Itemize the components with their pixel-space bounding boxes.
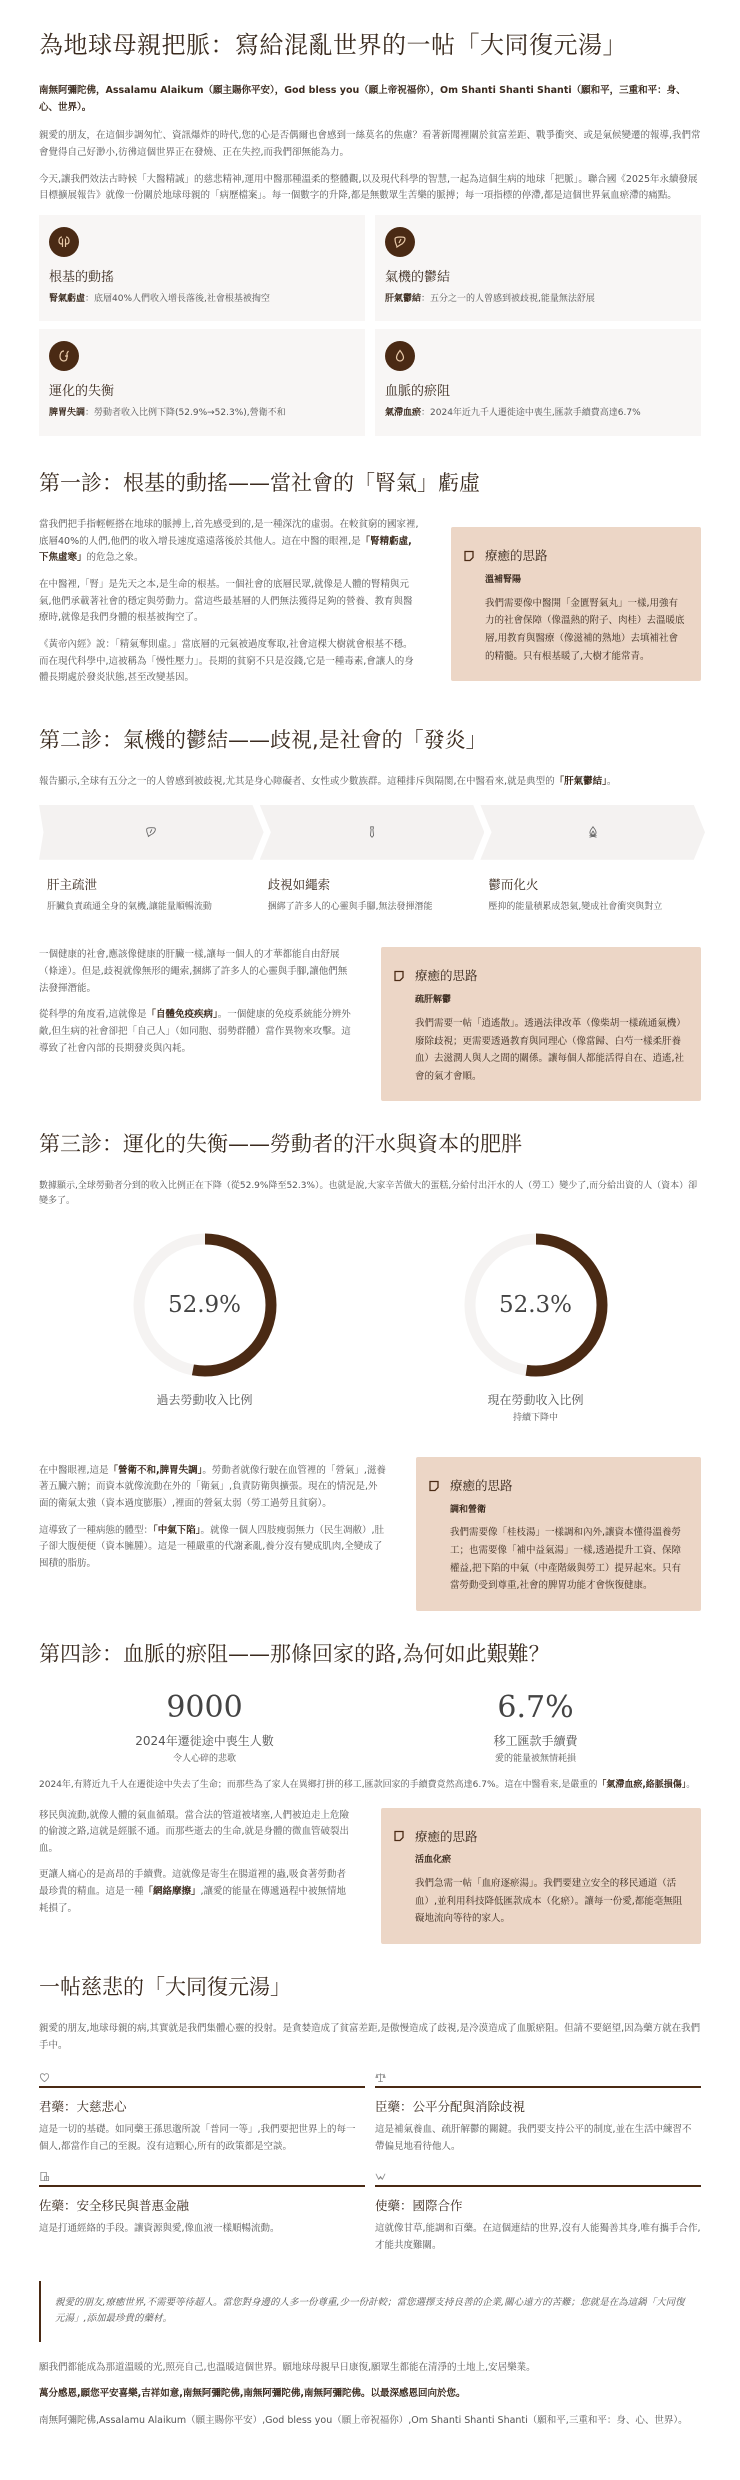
flow-step-3 <box>480 805 701 916</box>
donut-chart-past <box>85 1230 325 1427</box>
discrimination-flow <box>39 805 701 916</box>
stat-note: 令人心碎的悲歌 <box>172 1754 236 1764</box>
summary-card-blood <box>375 329 701 436</box>
page-title: 為地球母親把脈：寫給混亂世界的一帖「大同復元湯」 <box>39 31 627 59</box>
section-3-heading: 第三診：運化的失衡——勞動者的汗水與資本的肥胖 <box>39 1132 522 1157</box>
card-title: 根基的動搖 <box>49 269 115 285</box>
flow-step-desc: 肝臟負責疏通全身的氣機,讓能量順暢流動 <box>47 901 212 912</box>
card-description <box>385 406 691 422</box>
card-term: 肝氣鬱結 <box>385 293 422 304</box>
herb-envoy <box>375 2169 701 2254</box>
remedy-title: 療癒的思路 <box>450 1477 513 1493</box>
section-3-paragraph-2: 這導致了一種病態的體型：「中氣下陷」。就像一個人四肢瘦弱無力（民生凋敝）,肚子卻大腹便便（資本臃腫）。這是一種嚴重的代謝紊亂,養分沒有變成肌肉,全變成了囤積的脂肪。 <box>39 1524 385 1569</box>
card-description <box>49 292 355 308</box>
section-1-paragraph-1: 當我們把手指輕輕搭在地球的脈搏上,首先感受到的,是一種深沈的虛弱。在較貧窮的國家裡,底層40%的人們,他們的收入增長速度遠遠落後於其他人。這在中醫的眼裡,是「腎精虧虛,下焦虛寒」的危急之象。 <box>39 519 419 564</box>
donut-chart-current <box>416 1230 656 1427</box>
labor-share-charts <box>39 1230 701 1427</box>
note-icon <box>393 970 405 982</box>
note-icon <box>393 1830 405 1842</box>
herb-minister <box>375 2070 701 2155</box>
handshake-icon <box>375 2171 386 2182</box>
herbal-formula-grid <box>39 2070 701 2254</box>
card-title: 運化的失衡 <box>49 384 115 400</box>
stat-note: 愛的能量被無情耗損 <box>494 1754 576 1764</box>
card-description <box>49 406 355 422</box>
herb-sovereign <box>39 2070 365 2155</box>
finance-icon <box>39 2171 50 2182</box>
herb-title: 佐藥：安全移民與普惠金融 <box>39 2198 190 2214</box>
donut-value: 52.3% <box>498 1291 573 1318</box>
donut-label: 現在勞動收入比例 <box>487 1393 584 1408</box>
stat-value: 6.7% <box>497 1690 574 1725</box>
remedy-box-1 <box>451 527 701 681</box>
closing-quote: 親愛的朋友,療癒世界,不需要等待超人。當您對身邊的人多一份尊重,少一份計較；當您選擇支持良善的企業,關心遠方的苦難；您就是在為這鍋「大同復元湯」,添加最珍貴的藥材。 <box>39 2281 701 2342</box>
herb-assistant <box>39 2169 365 2254</box>
herb-title: 君藥：大慈悲心 <box>39 2099 127 2115</box>
remedy-subtitle: 調和營衛 <box>450 1504 487 1515</box>
intro-paragraph-1: 親愛的朋友，在這個步調匆忙、資訊爆炸的時代,您的心是否偶爾也會感到一絲莫名的焦慮？看著新聞裡關於貧富差距、戰爭衝突、或是氣候變遷的報導,我們常會覺得自己好渺小,彷彿這個世界正在發燒、正在失控,而我們卻無能為力。 <box>39 130 701 159</box>
summary-card-stomach <box>39 329 365 436</box>
note-icon <box>428 1480 440 1492</box>
card-title: 血脈的瘀阻 <box>385 384 451 400</box>
section-1-heading: 第一診：根基的動搖——當社會的「腎氣」虧虛 <box>39 470 480 495</box>
stat-remittance-fee <box>406 1688 666 1768</box>
flow-step-title: 歧視如繩索 <box>267 876 331 892</box>
card-text: ：底層40%人們收入增長落後,社會根基被掏空 <box>85 293 270 304</box>
herb-desc: 這是一切的基礎。如同藥王孫思邈所說「普同一等」,我們要把世界上的每一個人,都當作自己的至親。沒有這顆心,所有的政策都是空談。 <box>39 2124 356 2152</box>
section-3-body <box>39 1453 701 1611</box>
herb-title: 臣藥：公平分配與消除歧視 <box>375 2099 526 2115</box>
section-1-body <box>39 517 701 697</box>
card-description <box>385 292 691 308</box>
tie-rope-icon <box>365 825 379 839</box>
remedy-box-4 <box>381 1808 701 1944</box>
section-5-heading: 一帖慈悲的「大同復元湯」 <box>39 1974 291 1999</box>
liver-icon <box>144 825 158 839</box>
stomach-icon <box>49 341 79 371</box>
section-5-lead: 親愛的朋友,地球母親的病,其實就是我們集體心靈的投射。是貪婪造成了貧富差距,是傲慢造成了歧視,是冷漠造成了血脈瘀阻。但請不要絕望,因為藥方就在我們手中。 <box>39 2023 701 2051</box>
remedy-title: 療癒的思路 <box>415 968 478 984</box>
remedy-subtitle: 活血化瘀 <box>415 1855 452 1866</box>
herb-desc: 這就像甘草,能調和百藥。在這個連結的世界,沒有人能獨善其身,唯有攜手合作,才能共度難關。 <box>375 2223 701 2251</box>
remedy-title: 療癒的思路 <box>415 1828 478 1844</box>
section-1-paragraph-2: 在中醫裡,「腎」是先天之本,是生命的根基。一個社會的底層民眾,就像是人體的腎精與元氣,他們承載著社會的穩定與勞動力。當這些最基層的人們無法獲得足夠的營養、教育與醫療時,就像是我們身體的根基被掏空了。 <box>39 579 413 624</box>
migration-stats <box>39 1688 701 1768</box>
section-3-lead: 數據顯示,全球勞動者分到的收入比例正在下降（從52.9%降至52.3%）。也就是說,大家辛苦做大的蛋糕,分給付出汗水的人（勞工）變少了,而分給出資的人（資本）卻變多了。 <box>39 1180 698 1207</box>
remedy-subtitle: 疏肝解鬱 <box>415 995 452 1006</box>
stat-label: 移工匯款手續費 <box>493 1734 578 1748</box>
intro-paragraph-2: 今天,讓我們效法古時候「大醫精誠」的慈悲精神,運用中醫那種溫柔的整體觀,以及現代科學的智慧,一起為這個生病的地球「把脈」。聯合國《2025年永續發展目標擴展報告》就像一份關於地球母親的「病歷檔案」。每一個數字的升降,都是無數眾生苦樂的脈搏；每一項指標的停滯,都是這個世界氣血瘀滯的痛點。 <box>39 173 698 202</box>
donut-label: 過去勞動收入比例 <box>156 1393 253 1408</box>
donut-note: 持續下降中 <box>512 1413 558 1424</box>
section-2-paragraph-2: 從科學的角度看,這就像是「自體免疫疾病」。一個健康的免疫系統能分辨外敵,但生病的社會卻把「自己人」（如同胞、弱勢群體）當作異物來攻擊。這導致了社會內部的長期發炎與內耗。 <box>39 1009 351 1054</box>
remedy-body: 我們需要一帖「逍遙散」。透過法律改革（像柴胡一樣疏通氣機）廢除歧視；更需要透過教育與同理心（像當歸、白芍一樣柔肝養血）去滋潤人與人之間的關係。讓每個人都能活得自在、逍遙,社會的氣才會順。 <box>415 1018 685 1082</box>
section-2-heading: 第二診：氣機的鬱結——歧視,是社會的「發炎」 <box>39 727 487 752</box>
section-2-paragraph-1: 一個健康的社會,應該像健康的肝臟一樣,讓每一個人的才華都能自由舒展（條達）。但是,歧視就像無形的繩索,捆綁了許多人的心靈與手腳,讓他們無法發揮潛能。 <box>39 949 348 994</box>
herb-title: 使藥：國際合作 <box>375 2198 463 2214</box>
section-2-lead: 報告顯示,全球有五分之一的人曾感到被歧視,尤其是身心障礙者、女性或少數族群。這種排斥與隔閡,在中醫看來,就是典型的「肝氣鬱結」。 <box>39 776 617 788</box>
stat-label: 2024年遷徙途中喪生人數 <box>135 1734 274 1748</box>
card-text: ：五分之一的人曾感到被歧視,能量無法舒展 <box>421 293 595 304</box>
scale-icon <box>375 2072 386 2083</box>
card-title: 氣機的鬱結 <box>385 269 451 285</box>
section-2-body <box>39 933 701 1101</box>
card-term: 氣滯血瘀 <box>385 408 422 419</box>
summary-card-liver <box>375 215 701 322</box>
card-term: 腎氣虧虛 <box>49 293 86 304</box>
section-3-paragraph-1: 在中醫眼裡,這是「營衛不和,脾胃失調」。勞動者就像行駛在血管裡的「營氣」,滋養著五臟六腑；而資本就像流動在外的「衛氣」,負責防衛與擴張。現在的情況是,外面的衛氣太強（資本過度膨脹）,裡面的營氣太弱（勞工過勞且貧窮）。 <box>39 1464 386 1510</box>
flow-step-1 <box>39 805 260 916</box>
closing-thanks: 萬分感恩,願您平安喜樂,吉祥如意,南無阿彌陀佛,南無阿彌陀佛,南無阿彌陀佛。以最深感恩回向於您。 <box>39 2388 466 2400</box>
flow-step-title: 鬱而化火 <box>488 876 539 892</box>
section-4-paragraph-1: 移民與流動,就像人體的氣血循環。當合法的管道被堵塞,人們被迫走上危險的偷渡之路,這就是經脈不通。而那些逝去的生命,就是身體的微血管破裂出血。 <box>39 1809 350 1854</box>
flow-step-desc: 捆綁了許多人的心靈與手腳,無法發揮潛能 <box>267 901 433 912</box>
flow-step-desc: 壓抑的能量積累成怨氣,變成社會衝突與對立 <box>488 901 663 912</box>
remedy-body: 我們急需一帖「血府逐瘀湯」。我們要建立安全的移民通道（活血）,並利用科技降低匯款成本（化瘀）。讓每一份愛,都能毫無阻礙地流向等待的家人。 <box>415 1878 683 1925</box>
card-text: ：2024年近九千人遷徙途中喪生,匯款手續費高達6.7% <box>421 408 641 419</box>
donut-value: 52.9% <box>167 1291 242 1318</box>
closing-wish: 願我們都能成為那道溫暖的光,照亮自己,也溫暖這個世界。願地球母親早日康復,願眾生都能在清淨的土地上,安居樂業。 <box>39 2361 536 2373</box>
section-4-body <box>39 1808 701 1944</box>
section-4-lead: 2024年,有將近九千人在遷徙途中失去了生命；而那些為了家人在異鄉打拼的移工,匯款回家的手續費竟然高達6.7%。這在中醫看來,是嚴重的「氣滯血瘀,絡脈損傷」。 <box>39 1779 696 1790</box>
closing-blessing: 南無阿彌陀佛,Assalamu Alaikum（願主賜你平安）,God bless you（願上帝祝福你）,Om Shanti Shanti Shanti（願和平,三重和平：身、心、世界）。 <box>39 2415 688 2427</box>
fire-icon <box>586 825 600 839</box>
stat-deaths <box>75 1688 335 1768</box>
opening-blessing: 南無阿彌陀佛，Assalamu Alaikum（願主賜你平安），God bless you（願上帝祝福你），Om Shanti Shanti Shanti（願和平，三重和平：身、心、世界）。 <box>39 85 686 113</box>
remedy-subtitle: 溫補腎陽 <box>485 575 522 586</box>
liver-icon <box>385 227 415 257</box>
kidney-icon <box>49 227 79 257</box>
herb-desc: 這是打通經絡的手段。讓資源與愛,像血液一樣順暢流動。 <box>39 2223 280 2235</box>
remedy-title: 療癒的思路 <box>485 548 548 564</box>
summary-card-kidney <box>39 215 365 322</box>
note-icon <box>463 550 475 562</box>
diagnosis-summary-cards <box>39 215 701 436</box>
remedy-body: 我們需要像「桂枝湯」一樣調和內外,讓資本懂得溫養勞工；也需要像「補中益氣湯」一樣,透過提升工資、保障權益,把下陷的中氣（中產階級與勞工）提昇起來。只有當勞動受到尊重,社會的脾胃功能才會恢復健康。 <box>450 1527 682 1592</box>
card-term: 脾胃失調 <box>49 408 86 419</box>
heart-icon <box>39 2072 50 2083</box>
blood-drop-icon <box>385 341 415 371</box>
remedy-body: 我們需要像中醫開「金匱腎氣丸」一樣,用強有力的社會保障（像溫熱的附子、肉桂）去溫暖底層,用教育與醫療（像滋補的熟地）去填補社會的精髓。只有根基暖了,大樹才能常青。 <box>485 597 685 662</box>
card-text: ：勞動者收入比例下降(52.9%→52.3%),營衛不和 <box>85 408 286 419</box>
section-1-paragraph-3: 《黃帝內經》說：「精氣奪則虛。」當底層的元氣被過度奪取,社會這棵大樹就會根基不穩。而在現代科學中,這被稱為「慢性壓力」。長期的貧窮不只是沒錢,它是一種毒素,會讓人的身體長期處於發炎狀態,甚至改變基因。 <box>39 638 414 684</box>
remedy-box-2 <box>381 947 701 1101</box>
flow-step-title: 肝主疏泄 <box>47 876 98 892</box>
section-4-paragraph-2: 更讓人痛心的是高昂的手續費。這就像是寄生在腸道裡的蟲,吸食著勞動者最珍貴的精血。這是一種「網絡摩擦」,讓愛的能量在傳遞過程中被無情地耗損了。 <box>39 1869 347 1914</box>
section-4-heading: 第四診：血脈的瘀阻——那條回家的路,為何如此艱難？ <box>39 1641 550 1666</box>
remedy-box-3 <box>416 1457 701 1611</box>
herb-desc: 這是補氣養血、疏肝解鬱的關鍵。我們要支持公平的制度,並在生活中練習不帶偏見地看待他人。 <box>375 2124 692 2152</box>
flow-step-2 <box>260 805 481 916</box>
stat-value: 9000 <box>166 1690 243 1725</box>
